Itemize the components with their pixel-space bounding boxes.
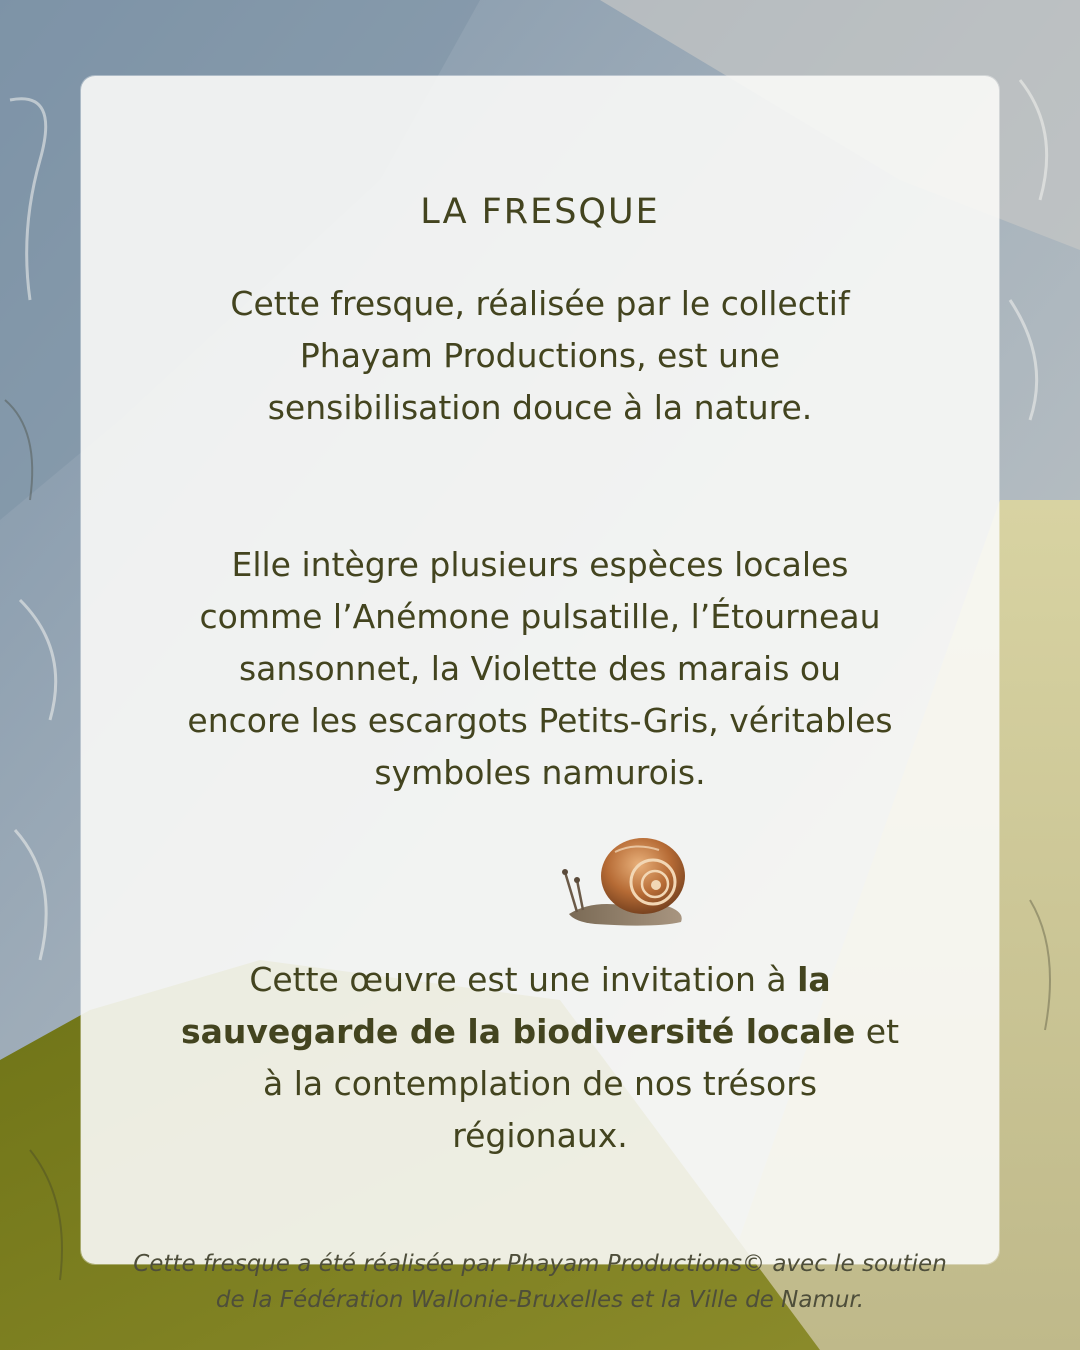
snail-icon: [555, 832, 691, 932]
card-title: LA FRESQUE: [420, 192, 660, 232]
species-paragraph: Elle intègre plusieurs espèces locales comme l’Anémone pulsatille, l’Étourneau sansonnet, la Violette des marais ou encore les escargots Petits-Gris, véritables symboles namurois.: [187, 545, 893, 792]
credits-footnote: Cette fresque a été réalisée par Phayam Productions© avec le soutien de la Fédération Wallonie-Bruxelles et la Ville de Namur.: [133, 1251, 947, 1313]
info-card: [81, 76, 999, 1313]
invitation-paragraph: [179, 954, 901, 1162]
intro-paragraph: Cette fresque, réalisée par le collectif Phayam Productions, est une sensibilisation douce à la nature.: [230, 284, 850, 427]
invitation-text-after: et à la contemplation de nos trésors régionaux.: [262, 1012, 900, 1155]
invitation-text-before: Cette œuvre est une invitation à: [249, 960, 798, 999]
invitation-highlight: la sauvegarde de la biodiversité locale: [180, 960, 856, 1051]
